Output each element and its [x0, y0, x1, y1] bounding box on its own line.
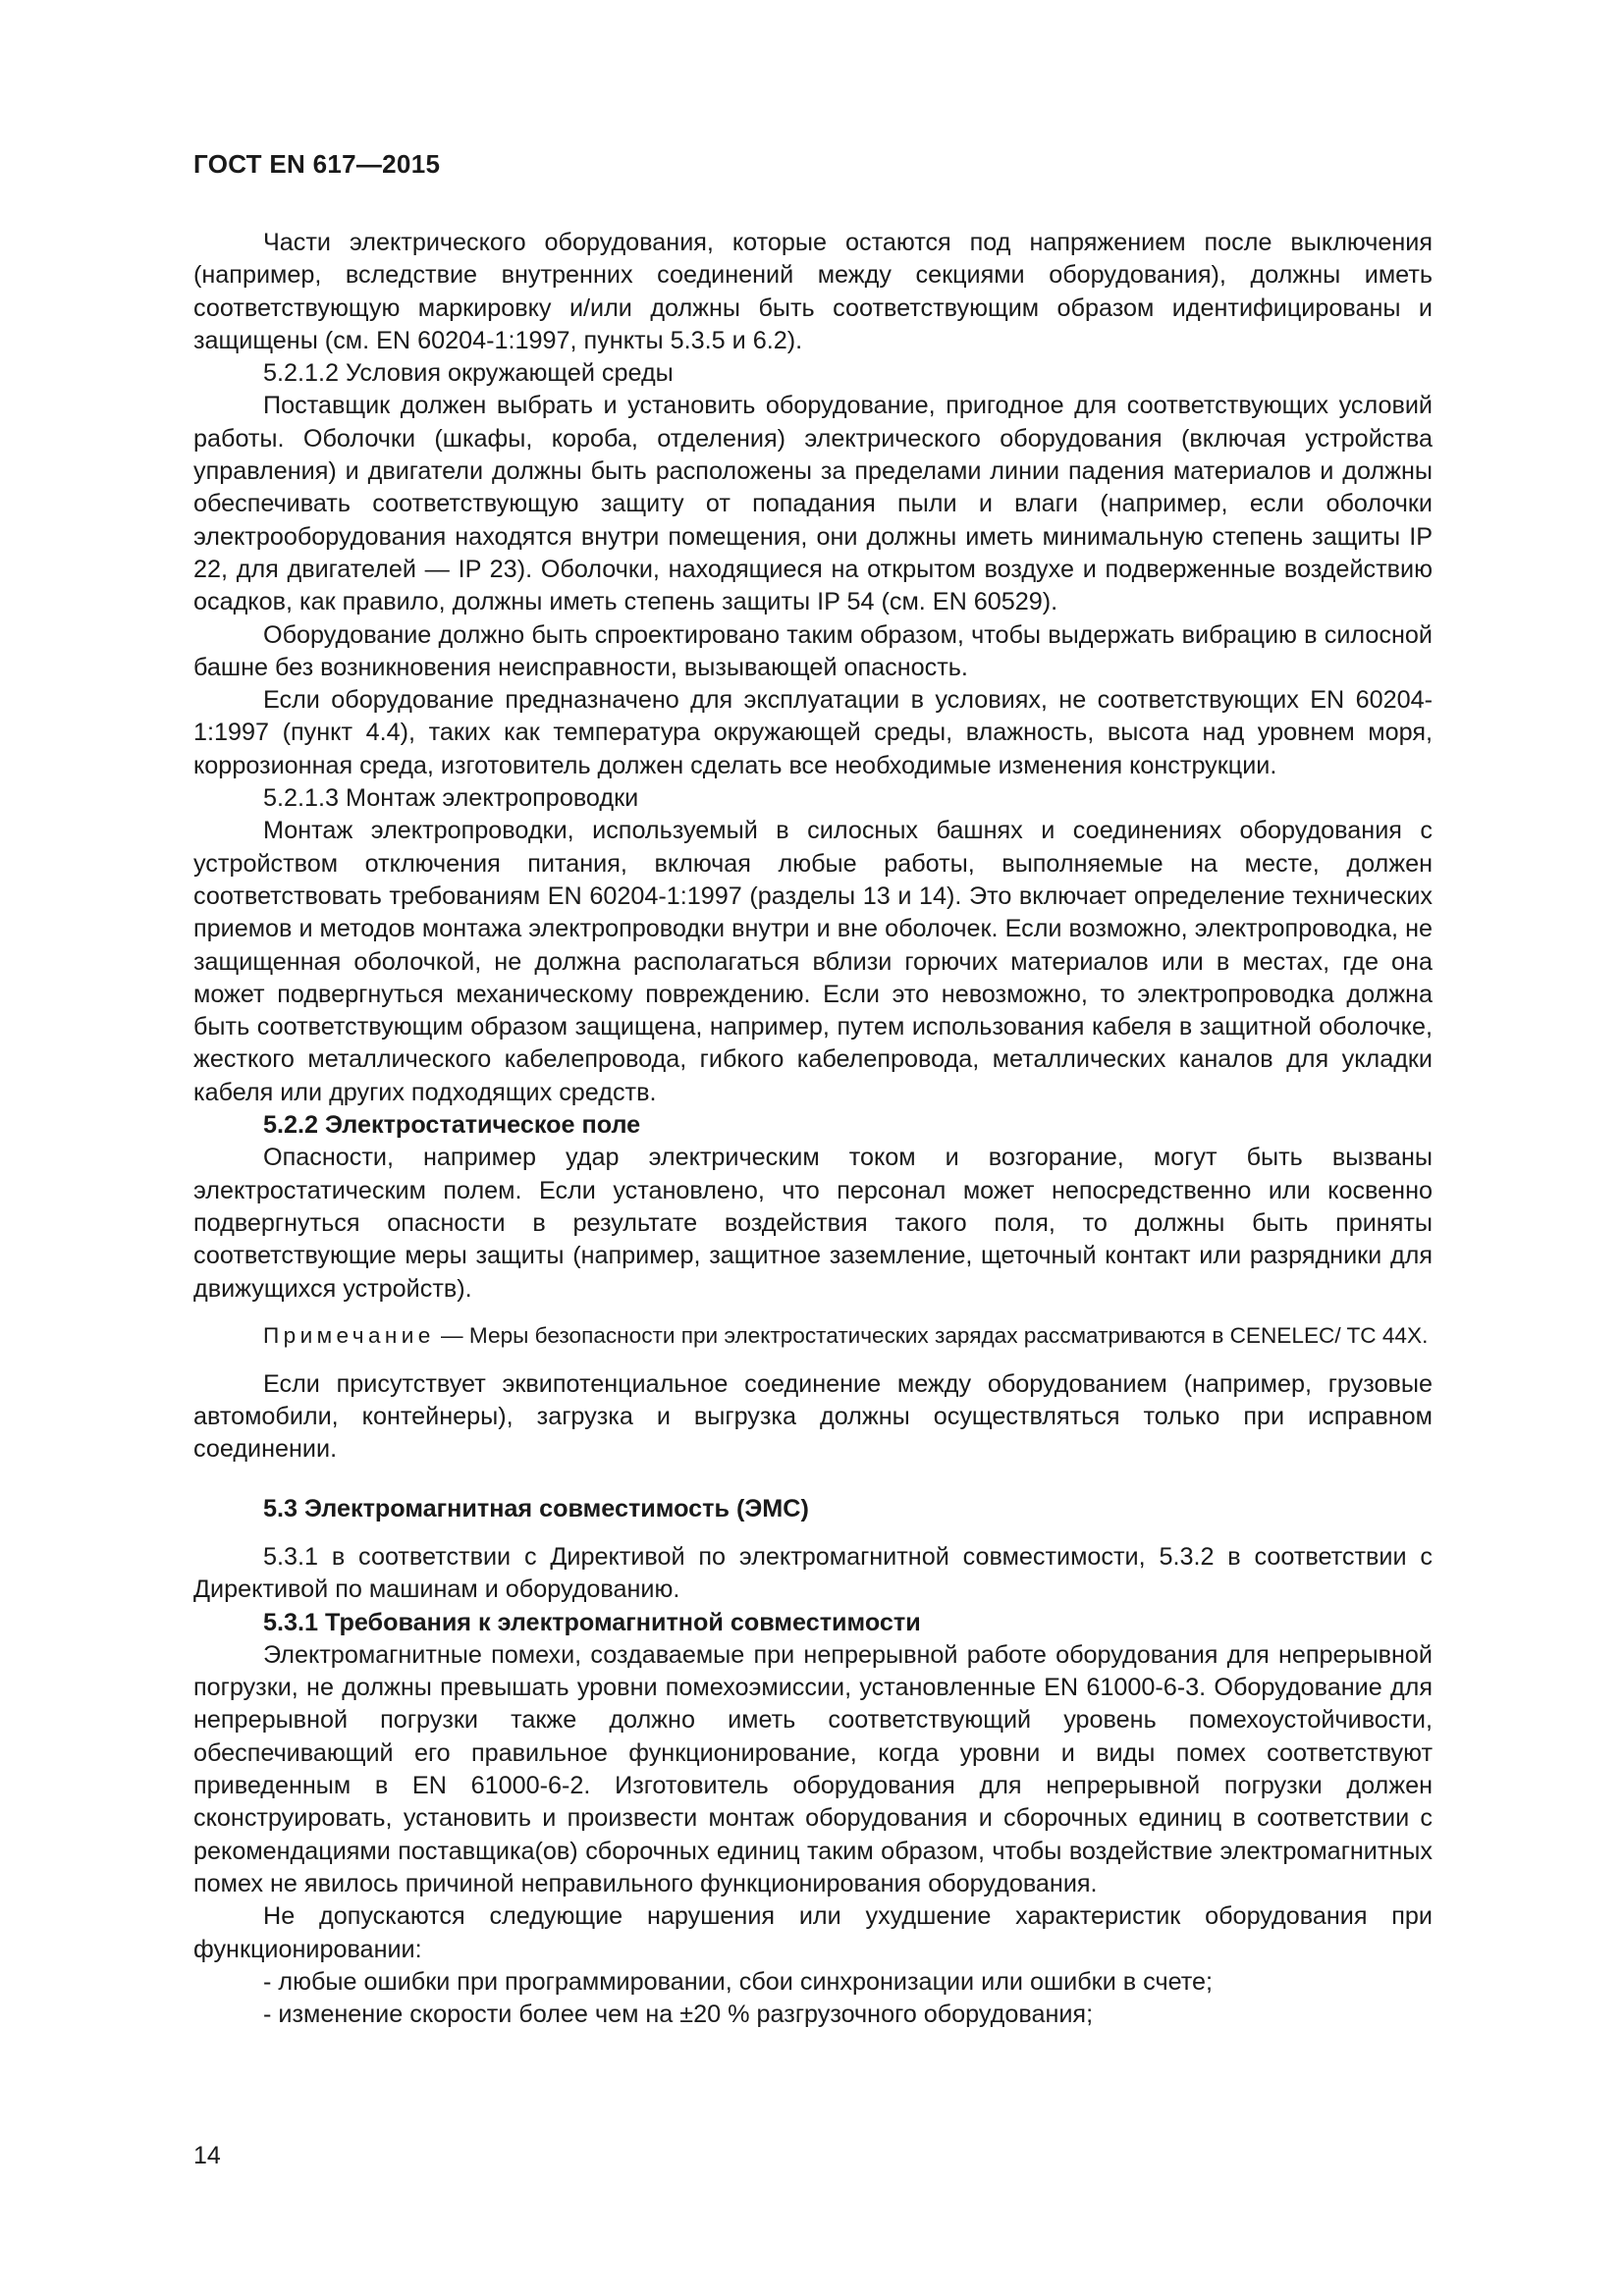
page-number: 14: [193, 2142, 221, 2169]
paragraph: Монтаж электропроводки, используемый в силосных башнях и соединениях оборудования с устройством отключения питания, включая любые работы, выполняемые на месте, должен соответствовать требованиям EN 60204-1:1997 (разделы 13 и 14). Это включает определение технических приемов и методов монтажа электропроводки внутри и вне оболочек. Если возможно, электропроводка, не защищенная оболочкой, не должна располагаться вблизи горючих материалов или в местах, где она может подвергнуться механическому повреждению. Если это невозможно, то электропроводка должна быть соответствующим образом защищена, например, путем использования кабеля в защитной оболочке, жесткого металлического кабелепровода, гибкого кабелепровода, металлических каналов для укладки кабеля или других подходящих средств.: [193, 817, 1433, 1106]
subsection-heading-5-2-1-3: 5.2.1.3 Монтаж электропроводки: [263, 784, 639, 813]
subsection-heading-5-2-2: 5.2.2 Электростатическое поле: [263, 1111, 641, 1140]
paragraph: Части электрического оборудования, которые остаются под напряжением после выключения (например, вследствие внутренних соединений между секциями оборудования), должны иметь соответствующую маркировку и/или должны быть соответствующим образом идентифицированы и защищены (см. EN 60204-1:1997, пункты 5.3.5 и 6.2).: [193, 229, 1433, 354]
paragraph: 5.3.1 в соответствии с Директивой по электромагнитной совместимости, 5.3.2 в соответствии с Директивой по машинам и оборудованию.: [193, 1542, 1433, 1604]
note-label: Примечание: [263, 1322, 435, 1348]
paragraph: Электромагнитные помехи, создаваемые при непрерывной работе оборудования для непрерывной погрузки, не должны превышать уровни помехоэмиссии, установленные EN 61000-6-3. Оборудование для непрерывной погрузки также должно иметь соответствующий уровень помехоустойчивости, обеспечивающий его правильное функционирование, когда уровни и виды помех соответствуют приведенным в EN 61000-6-2. Изготовитель оборудования для непрерывной погрузки должен сконструировать, установить и произвести монтаж оборудования и сборочных единиц в соответствии с рекомендациями поставщика(ов) сборочных единиц таким образом, чтобы воздействие электромагнитных помех не явилось причиной неправильного функционирования оборудования.: [193, 1640, 1433, 1897]
paragraph: Не допускаются следующие нарушения или ухудшение характеристик оборудования при функционировании:: [193, 1902, 1433, 1963]
document-header: ГОСТ EN 617—2015: [193, 149, 441, 179]
list-item: - изменение скорости более чем на ±20 % разгрузочного оборудования;: [263, 2001, 1094, 2029]
paragraph: Опасности, например удар электрическим током и возгорание, могут быть вызваны электростатическим полем. Если установлено, что персонал может непосредственно или косвенно подвергнуться опасности в результате воздействия такого поля, то должны быть приняты соответствующие меры защиты (например, защитное заземление, щеточный контакт или разрядники для движущихся устройств).: [193, 1144, 1433, 1303]
subsection-heading-5-2-1-2: 5.2.1.2 Условия окружающей среды: [263, 359, 674, 388]
document-body: [193, 227, 1433, 2031]
list-item: - любые ошибки при программировании, сбои синхронизации или ошибки в счете;: [263, 1967, 1213, 1996]
paragraph: Если оборудование предназначено для эксплуатации в условиях, не соответствующих EN 60204-1:1997 (пункт 4.4), таких как температура окружающей среды, влажность, высота над уровнем моря, коррозионная среда, изготовитель должен сделать все необходимые изменения конструкции.: [193, 686, 1433, 779]
paragraph: Если присутствует эквипотенциальное соединение между оборудованием (например, грузовые автомобили, контейнеры), загрузка и выгрузка должны осуществляться только при исправном соединении.: [193, 1369, 1433, 1464]
paragraph: Оборудование должно быть спроектировано таким образом, чтобы выдержать вибрацию в силосной башне без возникновения неисправности, вызывающей опасность.: [193, 620, 1433, 681]
note-text: — Меры безопасности при электростатических зарядах рассматриваются в CENELEC/ TC 44X.: [434, 1322, 1429, 1348]
subsection-heading-5-3-1: 5.3.1 Требования к электромагнитной совместимости: [263, 1608, 921, 1636]
note: [193, 1319, 1433, 1352]
paragraph: Поставщик должен выбрать и установить оборудование, пригодное для соответствующих условий работы. Оболочки (шкафы, короба, отделения) электрического оборудования (включая устройства управления) и двигатели должны быть расположены за пределами линии падения материалов и должны обеспечивать соответствующую защиту от попадания пыли и влаги (например, если оболочки электрооборудования находятся внутри помещения, они должны иметь минимальную степень защиты IP 22, для двигателей — IP 23). Оболочки, находящиеся на открытом воздухе и подверженные воздействию осадков, как правило, должны иметь степень защиты IP 54 (см. EN 60529).: [193, 392, 1433, 616]
section-heading-5-3: 5.3 Электромагнитная совместимость (ЭМС): [263, 1494, 809, 1522]
